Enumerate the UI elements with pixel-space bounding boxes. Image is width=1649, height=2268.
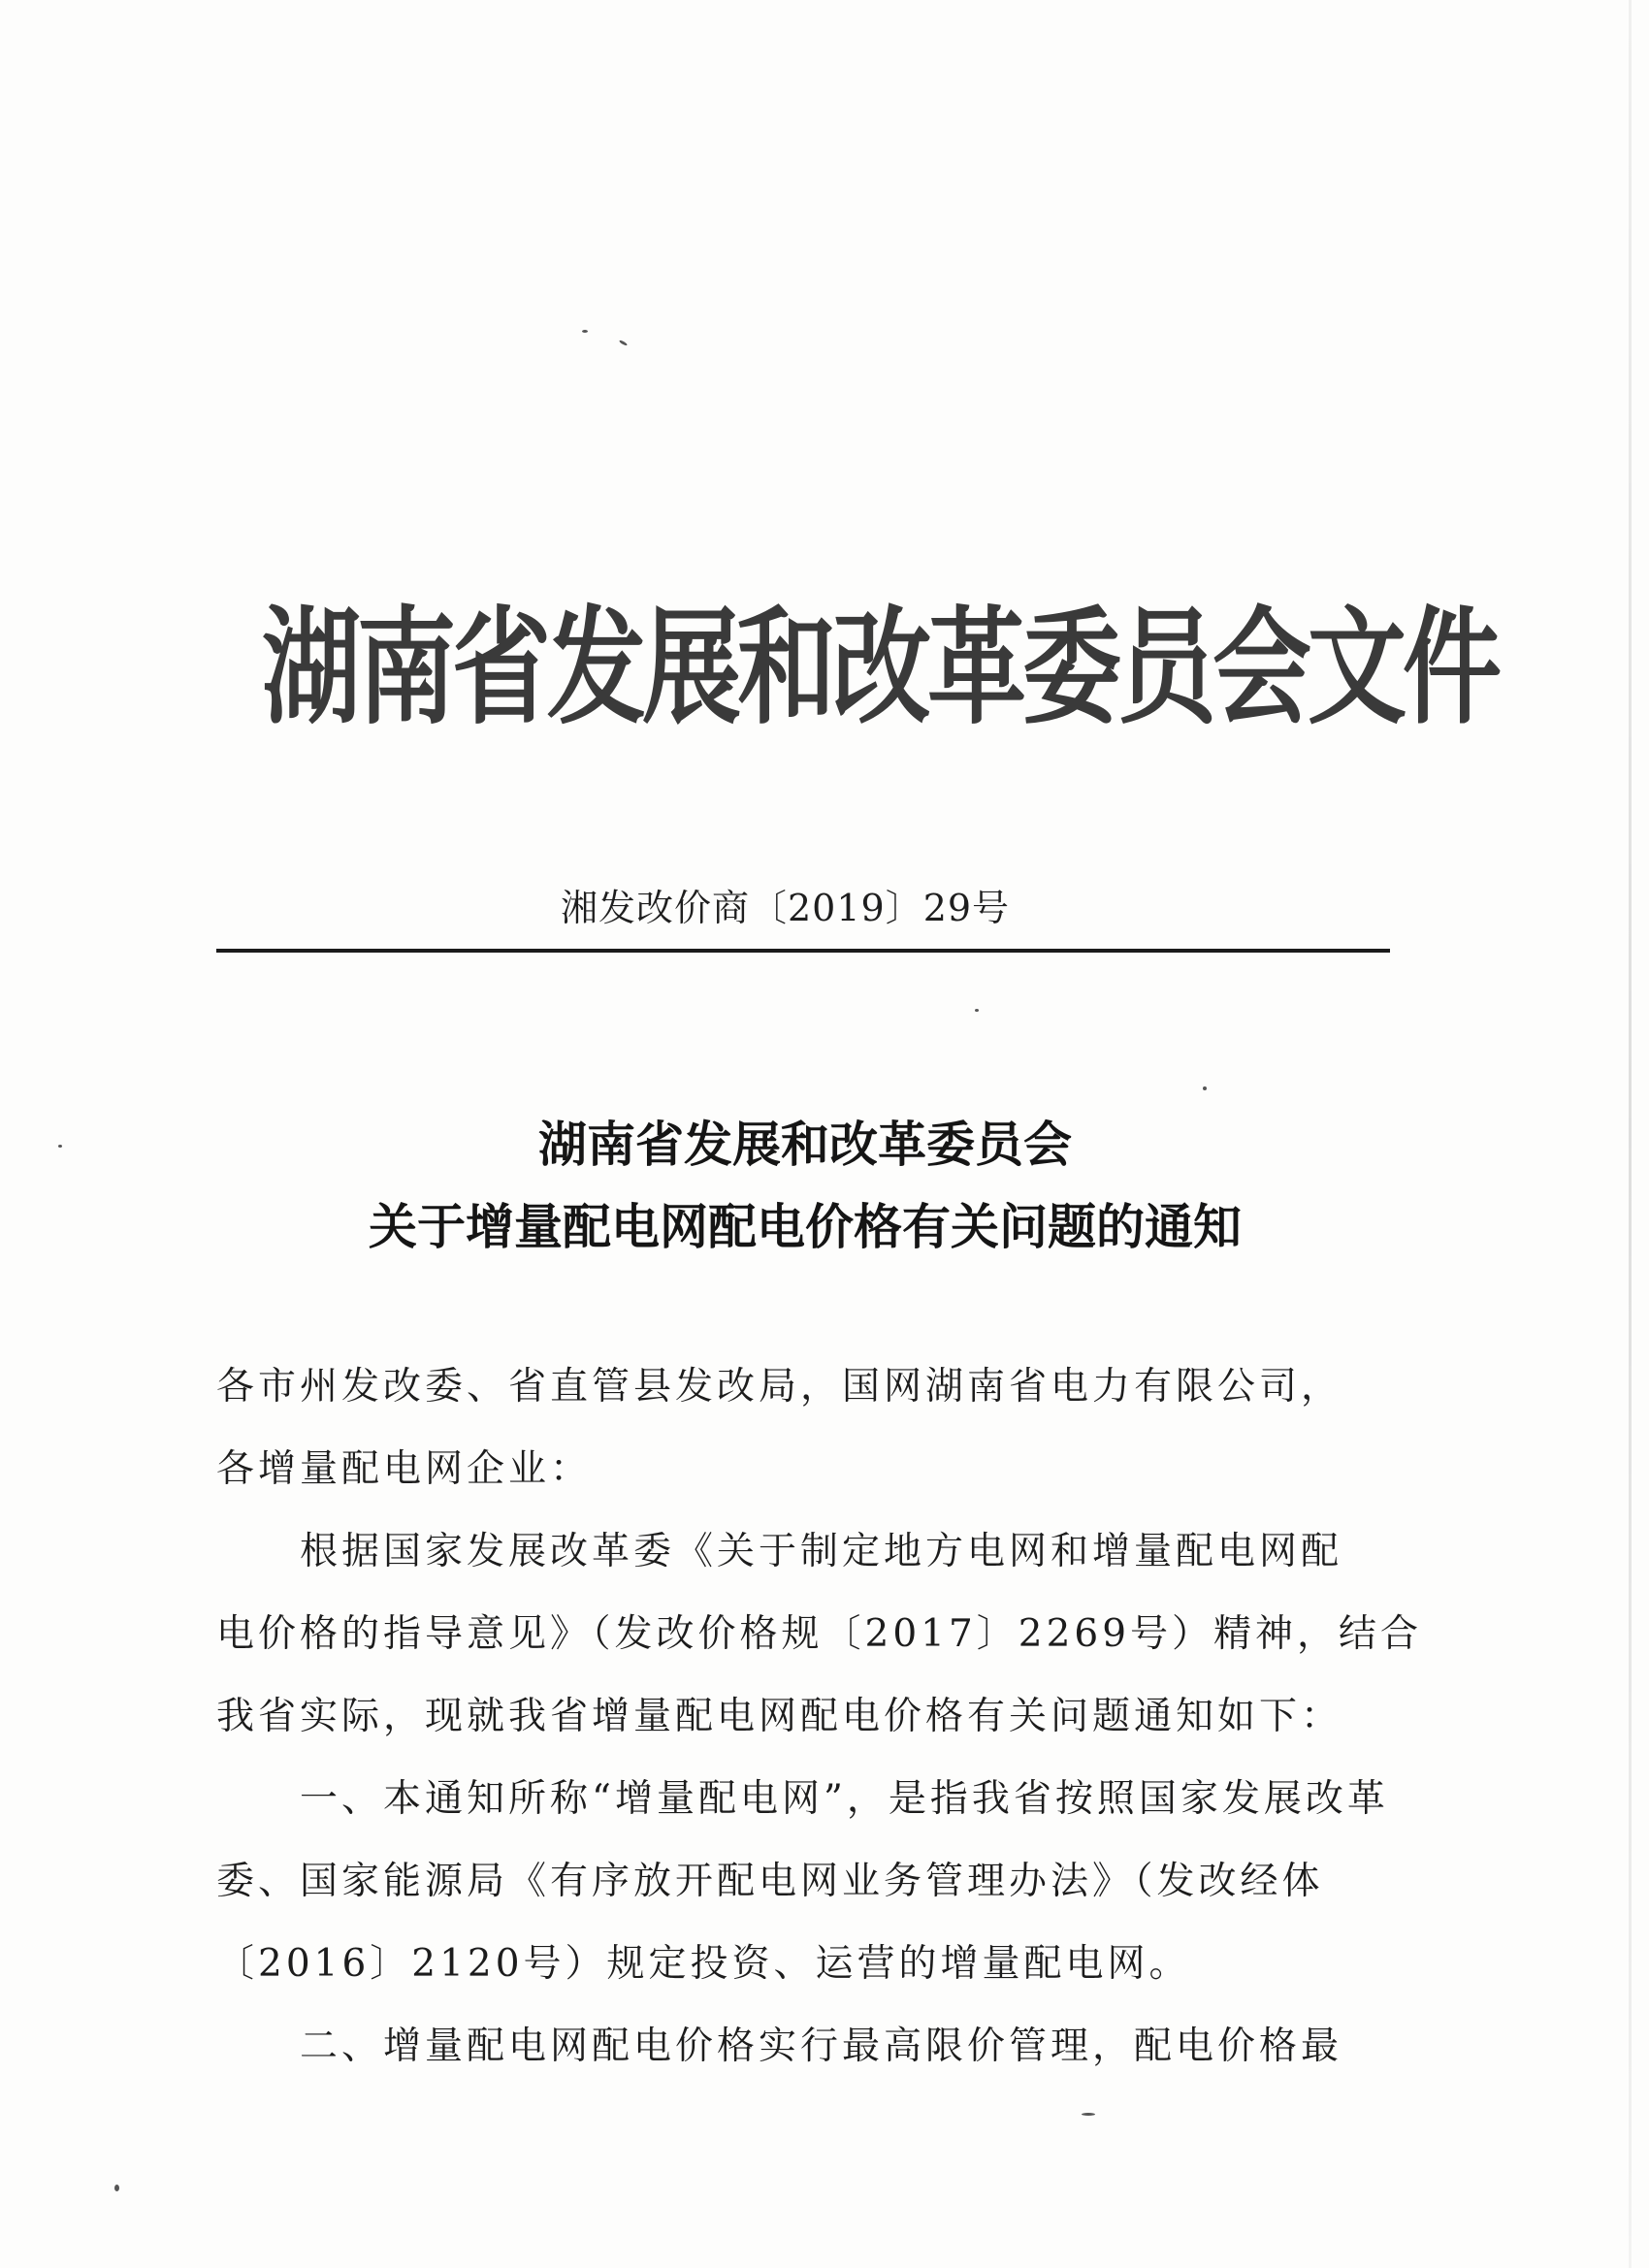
scan-speck bbox=[1203, 1086, 1207, 1090]
scan-speck bbox=[582, 330, 588, 333]
scan-speck bbox=[58, 1145, 62, 1148]
body-line: 各市州发改委、省直管县发改局，国网湖南省电力有限公司， bbox=[216, 1365, 1343, 1409]
body-line: 二、增量配电网配电价格实行最高限价管理，配电价格最 bbox=[216, 2025, 1343, 2068]
scan-speck bbox=[975, 1009, 979, 1012]
document-header-title: 湖南省发展和改革委员会文件 bbox=[262, 595, 1498, 743]
document-number: 湘发改价商〔2019〕29号 bbox=[561, 887, 1011, 929]
body-line: 各增量配电网企业： bbox=[216, 1447, 593, 1491]
body-line: 一、本通知所称“增量配电网”，是指我省按照国家发展改革 bbox=[216, 1777, 1389, 1821]
body-line: 电价格的指导意见》（发改价格规〔2017〕2269号）精神，结合 bbox=[216, 1612, 1423, 1656]
header-divider bbox=[216, 949, 1390, 953]
notice-title-line-2: 关于增量配电网配电价格有关问题的通知 bbox=[369, 1198, 1242, 1255]
body-line: 〔2016〕2120号）规定投资、运营的增量配电网。 bbox=[216, 1942, 1191, 1986]
body-line: 我省实际，现就我省增量配电网配电价格有关问题通知如下： bbox=[216, 1695, 1343, 1738]
scan-speck bbox=[1082, 2113, 1095, 2116]
body-line: 根据国家发展改革委《关于制定地方电网和增量配电网配 bbox=[216, 1530, 1343, 1573]
scan-speck bbox=[114, 2185, 119, 2191]
body-line: 委、国家能源局《有序放开配电网业务管理办法》（发改经体 bbox=[216, 1860, 1324, 1903]
scan-speck bbox=[619, 340, 628, 346]
scan-edge bbox=[1629, 0, 1632, 2268]
notice-title-line-1: 湖南省发展和改革委员会 bbox=[538, 1116, 1072, 1173]
